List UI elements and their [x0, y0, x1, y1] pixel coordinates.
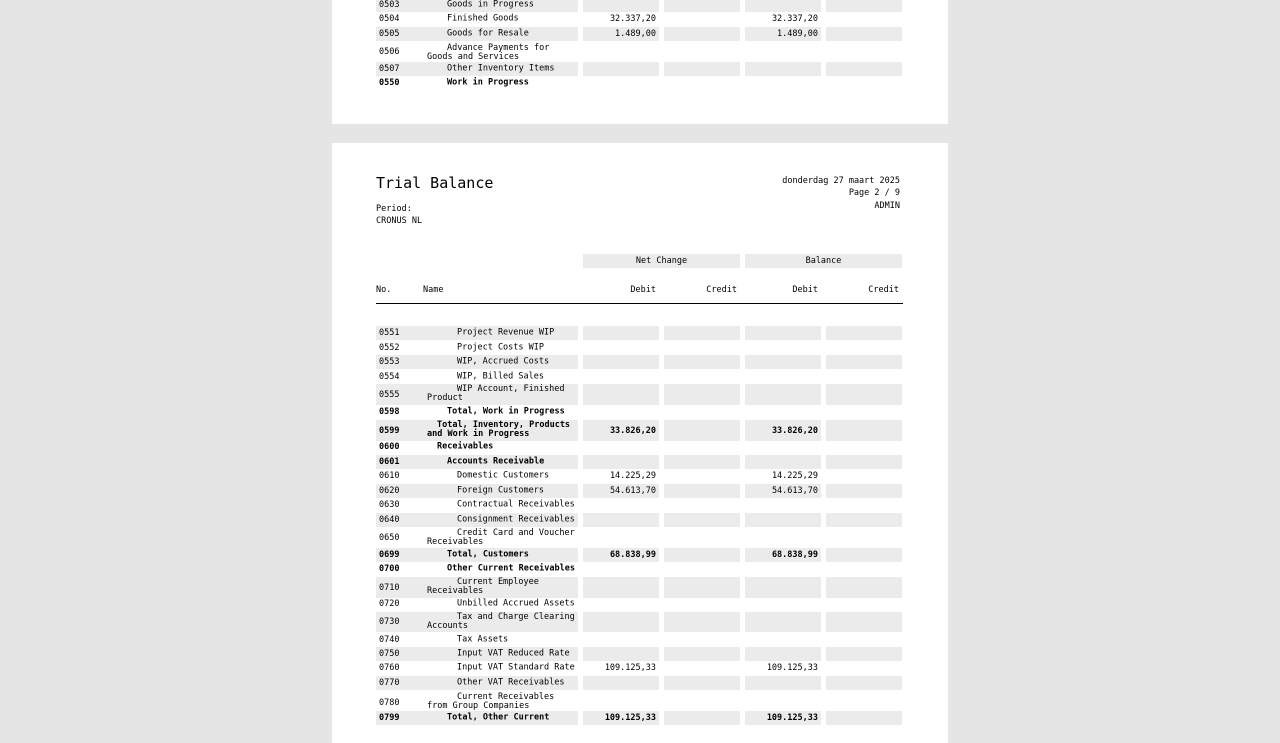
- table-row: [376, 62, 904, 76]
- account-cell: [376, 326, 578, 340]
- net-change-debit-cell: [583, 77, 659, 89]
- col-no-header: No.: [376, 285, 392, 295]
- account-cell: [376, 484, 578, 498]
- balance-debit-cell: [745, 27, 821, 41]
- account-number: 0750: [379, 648, 400, 659]
- table-row: [376, 441, 904, 453]
- net-change-debit-cell: [583, 441, 659, 453]
- balance-credit-cell: [826, 62, 902, 76]
- account-number: 0553: [379, 356, 400, 367]
- balance-debit-cell: [745, 634, 821, 646]
- net-change-credit-cell: [664, 13, 740, 25]
- account-name: Current Employee Receivables: [427, 577, 539, 596]
- balance-debit-cell: [745, 692, 821, 713]
- balance-debit-cell: [745, 384, 821, 405]
- account-number: 0555: [379, 389, 400, 400]
- balance-debit-cell: [745, 355, 821, 369]
- net-change-credit-cell: [664, 662, 740, 674]
- net-change-debit-cell: [583, 326, 659, 340]
- table-row: [376, 676, 904, 690]
- balance-debit-cell: [745, 43, 821, 61]
- table-row: [376, 662, 904, 674]
- balance-credit-cell: [826, 420, 902, 441]
- account-number: 0760: [379, 662, 400, 673]
- table-row: [376, 420, 904, 441]
- account-cell: [376, 420, 578, 441]
- table-row: [376, 77, 904, 89]
- balance-debit-cell: [745, 612, 821, 632]
- net-change-credit-cell: [664, 406, 740, 418]
- table-row: [376, 548, 904, 562]
- account-name: Tax Assets: [457, 634, 509, 645]
- net-change-credit-cell: [664, 371, 740, 383]
- balance-credit-cell: [826, 662, 902, 674]
- header-divider: [376, 303, 903, 304]
- account-name: Project Costs WIP: [457, 342, 544, 353]
- account-name: Consignment Receivables: [457, 514, 575, 525]
- table-row: [376, 326, 904, 340]
- balance-debit-cell: [745, 499, 821, 511]
- report-date: donderdag 27 maart 2025: [782, 176, 900, 186]
- balance-credit-cell: [826, 43, 902, 61]
- account-cell: [376, 406, 578, 418]
- balance-credit-cell: [826, 692, 902, 713]
- account-number: 0730: [379, 616, 400, 627]
- net-change-debit-value: 68.838,99: [609, 549, 656, 560]
- account-number: 0506: [379, 46, 400, 57]
- account-name: Credit Card and Voucher Receivables: [427, 528, 575, 547]
- account-number: 0620: [379, 485, 400, 496]
- account-name: Goods for Resale: [447, 28, 529, 39]
- balance-credit-cell: [826, 563, 902, 575]
- net-change-header: Net Change: [583, 254, 740, 268]
- net-change-credit-cell: [664, 499, 740, 511]
- table-row: [376, 406, 904, 418]
- balance-debit-cell: [745, 62, 821, 76]
- account-name: Goods in Progress: [447, 0, 534, 10]
- account-number: 0552: [379, 342, 400, 353]
- account-name: Total, Inventory, Products and Work in Progress: [427, 420, 571, 439]
- net-change-credit-cell: [664, 43, 740, 61]
- net-change-credit-cell: [664, 326, 740, 340]
- account-number: 0700: [379, 563, 400, 574]
- account-number: 0799: [379, 712, 400, 723]
- period-label: Period:: [376, 204, 412, 214]
- balance-debit-cell: [745, 371, 821, 383]
- account-name: Tax and Charge Clearing Accounts: [427, 612, 575, 631]
- net-change-debit-value: 109.125,33: [604, 712, 656, 723]
- balance-debit-cell: [745, 13, 821, 25]
- net-change-debit-cell: [583, 484, 659, 498]
- table-row: [376, 371, 904, 383]
- balance-credit-cell: [826, 484, 902, 498]
- net-change-debit-cell: [583, 470, 659, 482]
- balance-credit-cell: [826, 355, 902, 369]
- balance-debit-value: 1.489,00: [777, 28, 818, 39]
- net-change-debit-value: 109.125,33: [604, 662, 656, 673]
- account-name: Current Receivables from Group Companies: [427, 692, 555, 711]
- account-cell: [376, 662, 578, 674]
- table-row: [376, 612, 904, 632]
- table-row: [376, 528, 904, 548]
- net-change-debit-cell: [583, 676, 659, 690]
- account-name: Total, Customers: [447, 549, 529, 560]
- net-change-debit-cell: [583, 384, 659, 405]
- net-change-debit-cell: [583, 62, 659, 76]
- net-change-credit-cell: [664, 634, 740, 646]
- net-change-debit-cell: [583, 548, 659, 562]
- account-cell: [376, 711, 578, 725]
- net-change-credit-cell: [664, 692, 740, 713]
- net-change-debit-cell: [583, 634, 659, 646]
- account-cell: [376, 455, 578, 469]
- account-cell: [376, 355, 578, 369]
- balance-debit-cell: [745, 342, 821, 354]
- balance-debit-cell: [745, 711, 821, 725]
- account-number: 0780: [379, 697, 400, 708]
- balance-credit-cell: [826, 612, 902, 632]
- net-change-debit-value: 54.613,70: [609, 485, 656, 496]
- table-row: [376, 470, 904, 482]
- col-bl-credit-header: Credit: [868, 285, 899, 295]
- account-cell: [376, 371, 578, 383]
- net-change-credit-cell: [664, 711, 740, 725]
- account-name: Input VAT Standard Rate: [457, 662, 575, 673]
- account-number: 0599: [379, 425, 400, 436]
- balance-debit-cell: [745, 77, 821, 89]
- account-name: Input VAT Reduced Rate: [457, 648, 570, 659]
- account-number: 0699: [379, 549, 400, 560]
- net-change-credit-cell: [664, 455, 740, 469]
- table-row: [376, 563, 904, 575]
- account-number: 0640: [379, 514, 400, 525]
- account-number: 0630: [379, 499, 400, 510]
- account-cell: [376, 647, 578, 661]
- balance-debit-value: 54.613,70: [771, 485, 818, 496]
- account-cell: [376, 43, 578, 61]
- net-change-debit-cell: [583, 455, 659, 469]
- account-number: 0740: [379, 634, 400, 645]
- net-change-debit-value: 32.337,20: [609, 13, 656, 24]
- table-row: [376, 598, 904, 610]
- account-cell: [376, 342, 578, 354]
- account-cell: [376, 77, 578, 89]
- account-number: 0550: [379, 77, 400, 88]
- account-name: Other Inventory Items: [447, 63, 555, 74]
- balance-debit-cell: [745, 598, 821, 610]
- balance-debit-cell: [745, 563, 821, 575]
- account-name: WIP, Accrued Costs: [457, 356, 550, 367]
- balance-debit-cell: [745, 406, 821, 418]
- account-cell: [376, 634, 578, 646]
- balance-debit-cell: [745, 441, 821, 453]
- net-change-credit-cell: [664, 470, 740, 482]
- report-page-1: [332, 0, 948, 124]
- net-change-debit-cell: [583, 406, 659, 418]
- account-cell: [376, 612, 578, 632]
- net-change-debit-cell: [583, 528, 659, 548]
- balance-debit-cell: [745, 676, 821, 690]
- account-name: Contractual Receivables: [457, 499, 575, 510]
- net-change-credit-cell: [664, 612, 740, 632]
- net-change-debit-cell: [583, 27, 659, 41]
- balance-credit-cell: [826, 342, 902, 354]
- balance-header: Balance: [745, 254, 902, 268]
- net-change-credit-cell: [664, 420, 740, 441]
- net-change-credit-cell: [664, 77, 740, 89]
- balance-debit-value: 109.125,33: [766, 662, 818, 673]
- account-name: Receivables: [437, 441, 494, 452]
- net-change-debit-cell: [583, 692, 659, 713]
- table-row: [376, 27, 904, 41]
- account-name: Total, Other Current: [447, 712, 550, 723]
- account-number: 0504: [379, 13, 400, 24]
- account-cell: [376, 563, 578, 575]
- balance-debit-cell: [745, 484, 821, 498]
- account-name: WIP, Billed Sales: [457, 371, 544, 382]
- net-change-debit-cell: [583, 612, 659, 632]
- balance-credit-cell: [826, 548, 902, 562]
- account-name: Other Current Receivables: [447, 563, 575, 574]
- account-number: 0600: [379, 441, 400, 452]
- account-name: Foreign Customers: [457, 485, 544, 496]
- net-change-debit-cell: [583, 0, 659, 12]
- net-change-debit-cell: [583, 711, 659, 725]
- table-row: [376, 342, 904, 354]
- account-number: 0601: [379, 456, 400, 467]
- account-number: 0650: [379, 532, 400, 543]
- net-change-credit-cell: [664, 676, 740, 690]
- net-change-credit-cell: [664, 647, 740, 661]
- table-row: [376, 484, 904, 498]
- net-change-credit-cell: [664, 27, 740, 41]
- user-id: ADMIN: [874, 201, 900, 211]
- account-number: 0720: [379, 598, 400, 609]
- account-cell: [376, 499, 578, 511]
- account-number: 0610: [379, 470, 400, 481]
- net-change-credit-cell: [664, 598, 740, 610]
- balance-debit-cell: [745, 548, 821, 562]
- net-change-credit-cell: [664, 563, 740, 575]
- col-nc-credit-header: Credit: [706, 285, 737, 295]
- balance-credit-cell: [826, 0, 902, 12]
- net-change-debit-cell: [583, 420, 659, 441]
- table-row: [376, 0, 904, 12]
- net-change-debit-cell: [583, 371, 659, 383]
- account-name: Total, Work in Progress: [447, 406, 565, 417]
- net-change-credit-cell: [664, 355, 740, 369]
- account-name: Unbilled Accrued Assets: [457, 598, 575, 609]
- account-name: Work in Progress: [447, 77, 529, 88]
- account-cell: [376, 13, 578, 25]
- balance-debit-value: 33.826,20: [771, 425, 818, 436]
- net-change-debit-cell: [583, 598, 659, 610]
- col-nc-debit-header: Debit: [630, 285, 656, 295]
- balance-credit-cell: [826, 513, 902, 527]
- balance-debit-cell: [745, 455, 821, 469]
- account-cell: [376, 0, 578, 12]
- balance-credit-cell: [826, 77, 902, 89]
- account-name: Finished Goods: [447, 13, 519, 24]
- balance-credit-cell: [826, 384, 902, 405]
- net-change-debit-value: 1.489,00: [615, 28, 656, 39]
- balance-credit-cell: [826, 676, 902, 690]
- table-row: [376, 692, 904, 713]
- net-change-debit-value: 14.225,29: [609, 470, 656, 481]
- balance-credit-cell: [826, 577, 902, 598]
- report-title: Trial Balance: [376, 174, 494, 192]
- table-row: [376, 384, 904, 405]
- account-name: WIP Account, Finished Product: [427, 384, 565, 403]
- net-change-debit-cell: [583, 499, 659, 511]
- account-name: Domestic Customers: [457, 470, 550, 481]
- balance-credit-cell: [826, 27, 902, 41]
- account-name: Accounts Receivable: [447, 456, 545, 467]
- balance-debit-cell: [745, 513, 821, 527]
- net-change-debit-cell: [583, 513, 659, 527]
- balance-debit-value: 14.225,29: [771, 470, 818, 481]
- net-change-debit-cell: [583, 563, 659, 575]
- net-change-debit-cell: [583, 647, 659, 661]
- balance-debit-cell: [745, 647, 821, 661]
- account-name: Advance Payments for Goods and Services: [427, 43, 550, 62]
- balance-debit-cell: [745, 326, 821, 340]
- net-change-credit-cell: [664, 577, 740, 598]
- net-change-credit-cell: [664, 0, 740, 12]
- net-change-debit-cell: [583, 662, 659, 674]
- table-row: [376, 355, 904, 369]
- account-cell: [376, 441, 578, 453]
- account-number: 0505: [379, 28, 400, 39]
- net-change-debit-cell: [583, 43, 659, 61]
- net-change-credit-cell: [664, 548, 740, 562]
- account-cell: [376, 676, 578, 690]
- account-number: 0551: [379, 327, 400, 338]
- account-number: 0503: [379, 0, 400, 10]
- balance-credit-cell: [826, 455, 902, 469]
- balance-debit-value: 68.838,99: [771, 549, 818, 560]
- table-row: [376, 455, 904, 469]
- account-cell: [376, 470, 578, 482]
- table-row: [376, 499, 904, 511]
- balance-credit-cell: [826, 441, 902, 453]
- net-change-credit-cell: [664, 513, 740, 527]
- account-cell: [376, 598, 578, 610]
- table-row: [376, 647, 904, 661]
- company-name: CRONUS NL: [376, 216, 423, 226]
- table-row: [376, 577, 904, 598]
- balance-credit-cell: [826, 499, 902, 511]
- net-change-debit-cell: [583, 355, 659, 369]
- net-change-credit-cell: [664, 528, 740, 548]
- account-cell: [376, 577, 578, 598]
- balance-credit-cell: [826, 598, 902, 610]
- balance-debit-cell: [745, 470, 821, 482]
- col-bl-debit-header: Debit: [792, 285, 818, 295]
- net-change-credit-cell: [664, 484, 740, 498]
- table-row: [376, 13, 904, 25]
- col-name-header: Name: [423, 285, 444, 295]
- net-change-debit-cell: [583, 342, 659, 354]
- account-cell: [376, 384, 578, 405]
- account-name: Other VAT Receivables: [457, 677, 565, 688]
- table-row: [376, 513, 904, 527]
- balance-credit-cell: [826, 371, 902, 383]
- balance-credit-cell: [826, 634, 902, 646]
- table-row: [376, 711, 904, 725]
- balance-debit-cell: [745, 577, 821, 598]
- balance-credit-cell: [826, 13, 902, 25]
- balance-credit-cell: [826, 711, 902, 725]
- balance-debit-value: 109.125,33: [766, 712, 818, 723]
- account-cell: [376, 528, 578, 548]
- account-number: 0770: [379, 677, 400, 688]
- account-number: 0554: [379, 371, 400, 382]
- net-change-debit-value: 33.826,20: [609, 425, 656, 436]
- account-name: Project Revenue WIP: [457, 327, 555, 338]
- account-number: 0710: [379, 582, 400, 593]
- net-change-credit-cell: [664, 384, 740, 405]
- balance-credit-cell: [826, 647, 902, 661]
- balance-credit-cell: [826, 326, 902, 340]
- account-cell: [376, 27, 578, 41]
- table-row: [376, 634, 904, 646]
- balance-credit-cell: [826, 470, 902, 482]
- account-cell: [376, 62, 578, 76]
- balance-credit-cell: [826, 528, 902, 548]
- balance-debit-cell: [745, 662, 821, 674]
- balance-debit-cell: [745, 0, 821, 12]
- net-change-credit-cell: [664, 62, 740, 76]
- balance-debit-value: 32.337,20: [771, 13, 818, 24]
- balance-credit-cell: [826, 406, 902, 418]
- account-number: 0507: [379, 63, 400, 74]
- report-page-2: [332, 143, 948, 743]
- balance-debit-cell: [745, 528, 821, 548]
- net-change-debit-cell: [583, 577, 659, 598]
- account-cell: [376, 548, 578, 562]
- account-cell: [376, 692, 578, 713]
- net-change-credit-cell: [664, 342, 740, 354]
- net-change-credit-cell: [664, 441, 740, 453]
- account-number: 0598: [379, 406, 400, 417]
- net-change-debit-cell: [583, 13, 659, 25]
- table-row: [376, 43, 904, 61]
- account-cell: [376, 513, 578, 527]
- page-number: Page 2 / 9: [848, 188, 900, 198]
- balance-debit-cell: [745, 420, 821, 441]
